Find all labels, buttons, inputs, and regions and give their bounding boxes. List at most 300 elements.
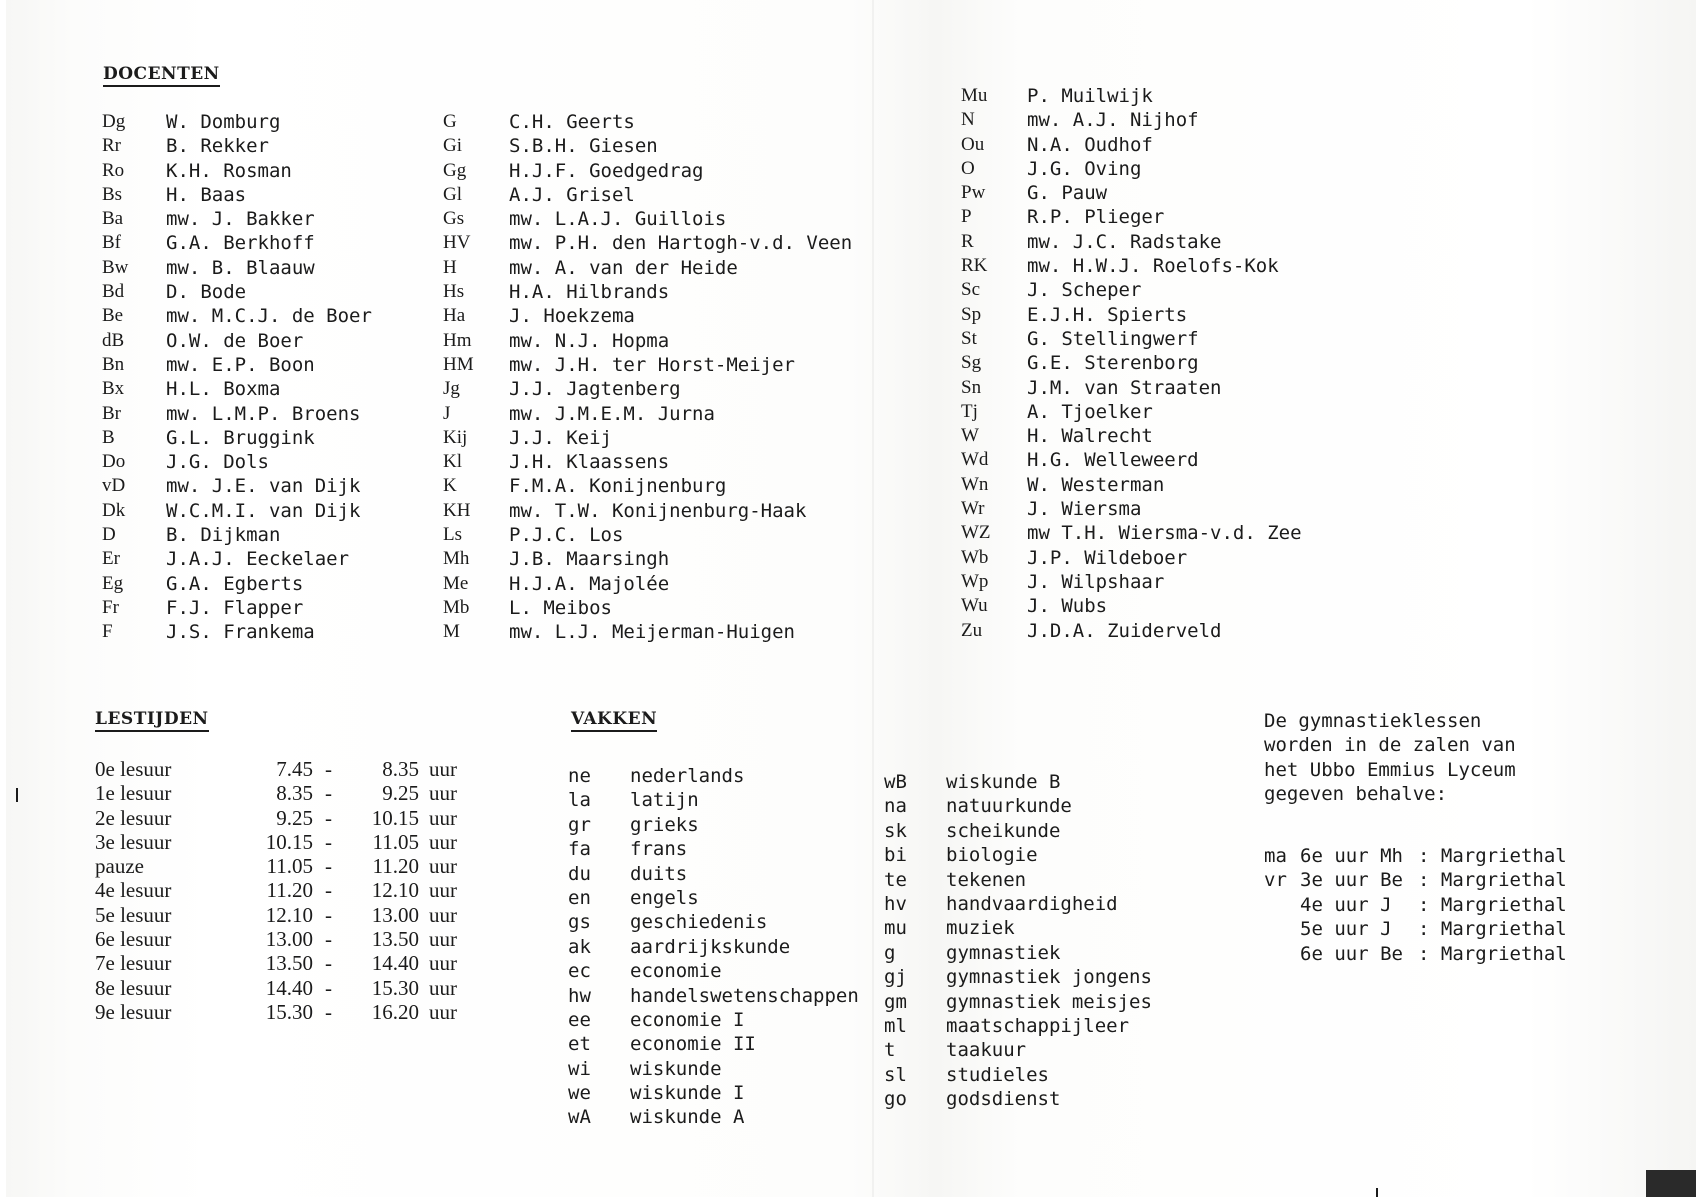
teacher-name: B. Dijkman	[166, 524, 281, 547]
teacher-row	[961, 594, 1381, 618]
subject-name: latijn	[630, 789, 699, 812]
subject-name: tekenen	[946, 868, 1027, 891]
subject-name: economie I	[630, 1008, 745, 1031]
lesson-label: 6e lesuur	[95, 927, 172, 952]
teacher-name: J.D.A. Zuiderveld	[1027, 619, 1222, 642]
teacher-row	[102, 547, 432, 571]
teacher-code: Dk	[102, 499, 126, 521]
subject-name: duits	[630, 862, 688, 885]
lesson-label: 8e lesuur	[95, 975, 172, 1000]
gym-location: : Margriethal	[1418, 893, 1567, 916]
teacher-code: M	[443, 621, 460, 643]
gym-hour-teacher: 5e uur J	[1300, 918, 1392, 941]
teacher-code: Me	[443, 572, 469, 594]
lesson-time-row	[95, 830, 475, 854]
teacher-name: W. Domburg	[166, 111, 281, 133]
subject-code: te	[884, 868, 907, 891]
teacher-row	[443, 110, 883, 134]
scan-artifact	[1376, 1188, 1378, 1197]
subject-code: wi	[568, 1057, 591, 1080]
lesson-time-row	[95, 1000, 475, 1024]
subject-row	[884, 1087, 1204, 1111]
teacher-row	[102, 620, 432, 644]
teacher-row	[443, 329, 883, 353]
teacher-name: P.J.C. Los	[509, 524, 624, 547]
teacher-name: D. Bode	[166, 281, 247, 304]
lesson-end: 8.35	[382, 757, 419, 781]
subject-row	[884, 794, 1204, 818]
lesson-start: 10.15	[265, 829, 313, 854]
subject-code: mu	[884, 917, 907, 940]
teacher-code: Wr	[961, 498, 985, 520]
subject-code: go	[884, 1088, 907, 1111]
subject-code: ak	[568, 935, 591, 958]
lesson-dash: -	[325, 951, 332, 976]
teacher-code: Wb	[961, 546, 989, 568]
lesson-unit: uur	[429, 975, 457, 1000]
teacher-code: O	[961, 157, 975, 179]
teacher-code: Bx	[102, 378, 125, 400]
teacher-row	[961, 157, 1381, 181]
teacher-code: Sp	[961, 303, 982, 325]
teacher-name: J.B. Maarsingh	[509, 548, 670, 571]
subject-row	[568, 813, 888, 837]
teacher-code: HV	[443, 232, 471, 254]
teacher-row	[102, 207, 432, 231]
teacher-name: J. Wilpshaar	[1027, 570, 1165, 593]
subject-code: gs	[568, 911, 591, 934]
teacher-code: Zu	[961, 619, 983, 641]
subject-name: nederlands	[630, 765, 745, 787]
gym-location: : Margriethal	[1418, 869, 1567, 892]
lesson-unit: uur	[429, 927, 457, 952]
subject-row	[884, 770, 1204, 794]
teacher-name: mw. T.W. Konijnenburg-Haak	[509, 499, 807, 522]
teacher-row	[961, 521, 1381, 545]
lesson-unit: uur	[429, 878, 457, 903]
gymnastiek-exception-row	[1264, 868, 1604, 892]
subject-code: gm	[884, 990, 907, 1013]
teacher-code: Bs	[102, 183, 123, 205]
docenten-column-2	[443, 110, 883, 645]
lesson-start: 11.20	[266, 878, 313, 903]
teacher-code: Wd	[961, 449, 989, 471]
lesson-unit: uur	[429, 829, 457, 854]
teacher-row	[102, 426, 432, 450]
teacher-code: Mu	[961, 85, 988, 106]
teacher-name: B. Rekker	[166, 135, 269, 158]
subject-name: economie II	[630, 1033, 756, 1056]
subject-row	[568, 1081, 888, 1105]
subject-row	[568, 1032, 888, 1056]
teacher-row	[102, 159, 432, 183]
teacher-code: G	[443, 111, 457, 132]
teacher-row	[102, 450, 432, 474]
teacher-row	[961, 424, 1381, 448]
subject-code: sl	[884, 1063, 907, 1086]
teacher-name: mw. J.C. Radstake	[1027, 230, 1222, 253]
teacher-row	[961, 570, 1381, 594]
teacher-row	[443, 304, 883, 328]
teacher-name: H.J.A. Majolée	[509, 572, 670, 595]
subject-row	[884, 843, 1204, 867]
teacher-row	[961, 376, 1381, 400]
teacher-name: G.A. Egberts	[166, 572, 304, 595]
teacher-row	[102, 280, 432, 304]
teacher-row	[102, 402, 432, 426]
lesson-time-row	[95, 757, 475, 781]
teacher-row	[443, 402, 883, 426]
teacher-row	[961, 303, 1381, 327]
gymnastiek-note-line: het Ubbo Emmius Lyceum	[1264, 758, 1516, 781]
lesson-start: 7.45	[276, 757, 313, 781]
lesson-time-row	[95, 951, 475, 975]
teacher-name: J. Hoekzema	[509, 305, 635, 328]
subject-code: gj	[884, 966, 907, 989]
lesson-end: 14.40	[371, 951, 419, 976]
subject-code: ne	[568, 765, 591, 787]
teacher-row	[961, 497, 1381, 521]
teacher-row	[443, 134, 883, 158]
lesson-unit: uur	[429, 757, 457, 781]
subject-row	[568, 1008, 888, 1032]
teacher-row	[102, 231, 432, 255]
lesson-label: 7e lesuur	[95, 951, 172, 976]
gym-location: : Margriethal	[1418, 942, 1567, 965]
teacher-row	[443, 159, 883, 183]
teacher-row	[443, 256, 883, 280]
subject-code: et	[568, 1033, 591, 1056]
lesson-end: 12.10	[371, 878, 419, 903]
lesson-end: 15.30	[371, 975, 419, 1000]
subject-name: gymnastiek jongens	[946, 966, 1152, 989]
vakken-column-2	[884, 770, 1204, 1111]
lesson-label: 0e lesuur	[95, 757, 172, 781]
teacher-code: Bd	[102, 281, 125, 303]
teacher-code: Sc	[961, 279, 980, 301]
lestijden-table	[95, 757, 475, 1024]
subject-name: wiskunde A	[630, 1106, 745, 1129]
teacher-row	[102, 596, 432, 620]
teacher-name: mw. B. Blaauw	[166, 256, 315, 279]
teacher-name: J.J. Jagtenberg	[509, 378, 681, 401]
subject-name: geschiedenis	[630, 911, 768, 934]
lesson-dash: -	[325, 781, 332, 806]
docenten-column-3	[961, 84, 1381, 643]
teacher-row	[961, 230, 1381, 254]
lesson-dash: -	[325, 999, 332, 1024]
subject-name: grieks	[630, 813, 699, 836]
teacher-row	[443, 426, 883, 450]
teacher-name: mw. L.A.J. Guillois	[509, 208, 727, 231]
teacher-row	[961, 448, 1381, 472]
lesson-dash: -	[325, 757, 332, 781]
teacher-name: N.A. Oudhof	[1027, 133, 1153, 156]
lesson-time-row	[95, 976, 475, 1000]
teacher-code: HM	[443, 353, 474, 375]
subject-row	[884, 1038, 1204, 1062]
lesson-dash: -	[325, 975, 332, 1000]
subject-code: fa	[568, 838, 591, 861]
subject-name: handvaardigheid	[946, 892, 1118, 915]
teacher-code: Sn	[961, 376, 982, 398]
teacher-name: mw. P.H. den Hartogh-v.d. Veen	[509, 232, 853, 255]
teacher-code: WZ	[961, 522, 991, 544]
teacher-name: mw. J.E. van Dijk	[166, 475, 361, 498]
scan-edge-shadow	[1646, 1170, 1696, 1197]
gymnastiek-exception-row	[1264, 942, 1604, 966]
teacher-name: mw. J.M.E.M. Jurna	[509, 402, 715, 425]
gym-hour-teacher: 6e uur Mh	[1300, 845, 1403, 867]
lesson-dash: -	[325, 878, 332, 903]
lesson-start: 13.00	[265, 927, 313, 952]
lesson-dash: -	[325, 927, 332, 952]
teacher-row	[443, 596, 883, 620]
lesson-label: 9e lesuur	[95, 999, 172, 1024]
subject-code: wB	[884, 771, 907, 793]
docenten-column-1	[102, 110, 432, 645]
teacher-row	[102, 329, 432, 353]
subject-row	[884, 1014, 1204, 1038]
gymnastiek-exception-row	[1264, 893, 1604, 917]
lesson-label: 4e lesuur	[95, 878, 172, 903]
teacher-code: Ls	[443, 524, 462, 546]
subject-code: hw	[568, 984, 591, 1007]
teacher-name: mw. L.M.P. Broens	[166, 402, 361, 425]
lesson-dash: -	[325, 854, 332, 879]
gymnastiek-exception-row	[1264, 844, 1604, 868]
teacher-name: J.G. Dols	[166, 451, 269, 474]
teacher-code: F	[102, 621, 113, 643]
lesson-start: 15.30	[265, 999, 313, 1024]
gym-hour-teacher: 3e uur Be	[1300, 869, 1403, 892]
subject-name: frans	[630, 838, 688, 861]
subject-name: taakuur	[946, 1039, 1027, 1062]
lesson-start: 14.40	[265, 975, 313, 1000]
gymnastiek-note-line: De gymnastieklessen	[1264, 710, 1482, 732]
lesson-unit: uur	[429, 951, 457, 976]
gym-location: : Margriethal	[1418, 845, 1567, 867]
teacher-row	[961, 400, 1381, 424]
teacher-name: R.P. Plieger	[1027, 206, 1165, 229]
subject-name: maatschappijleer	[946, 1014, 1130, 1037]
teacher-name: mw. L.J. Meijerman-Huigen	[509, 621, 795, 644]
subject-row	[884, 990, 1204, 1014]
teacher-name: G.E. Sterenborg	[1027, 352, 1199, 375]
teacher-name: O.W. de Boer	[166, 329, 304, 352]
teacher-code: P	[961, 206, 972, 228]
teacher-row	[102, 377, 432, 401]
teacher-row	[102, 134, 432, 158]
subject-row	[568, 984, 888, 1008]
teacher-name: J. Wiersma	[1027, 498, 1142, 521]
teacher-code: K	[443, 475, 457, 497]
subject-code: wA	[568, 1106, 591, 1129]
teacher-code: RK	[961, 255, 988, 277]
teacher-row	[102, 474, 432, 498]
lesson-unit: uur	[429, 781, 457, 806]
teacher-code: Kl	[443, 451, 462, 473]
teacher-code: Hm	[443, 329, 472, 351]
teacher-row	[961, 619, 1381, 643]
teacher-row	[443, 523, 883, 547]
teacher-code: dB	[102, 329, 125, 351]
lesson-end: 16.20	[371, 999, 419, 1024]
lesson-unit: uur	[429, 902, 457, 927]
subject-row	[568, 1105, 888, 1129]
subject-name: godsdienst	[946, 1088, 1061, 1111]
lesson-end: 11.05	[372, 829, 419, 854]
teacher-row	[961, 278, 1381, 302]
teacher-name: J.J. Keij	[509, 426, 612, 449]
teacher-name: W.C.M.I. van Dijk	[166, 499, 361, 522]
teacher-row	[102, 523, 432, 547]
teacher-code: Ba	[102, 208, 124, 230]
gym-hour-teacher: 4e uur J	[1300, 893, 1392, 916]
subject-code: g	[884, 941, 896, 964]
teacher-code: Kij	[443, 426, 468, 448]
teacher-name: J. Wubs	[1027, 595, 1108, 618]
subject-name: natuurkunde	[946, 795, 1072, 818]
subject-row	[568, 837, 888, 861]
teacher-code: Sg	[961, 352, 982, 374]
teacher-name: J.A.J. Eeckelaer	[166, 548, 350, 571]
teacher-code: Gg	[443, 159, 467, 181]
lesson-start: 8.35	[276, 781, 313, 806]
teacher-code: Ou	[961, 133, 985, 155]
teacher-code: Dg	[102, 111, 126, 132]
teacher-name: J.M. van Straaten	[1027, 376, 1222, 399]
teacher-row	[961, 546, 1381, 570]
teacher-name: mw. N.J. Hopma	[509, 329, 670, 352]
lesson-start: 9.25	[276, 805, 313, 830]
teacher-code: Br	[102, 402, 121, 424]
vakken-heading: VAKKEN	[571, 709, 657, 732]
teacher-name: H.G. Welleweerd	[1027, 449, 1199, 472]
teacher-code: Gl	[443, 183, 462, 205]
teacher-row	[102, 256, 432, 280]
lesson-label: 5e lesuur	[95, 902, 172, 927]
teacher-code: St	[961, 327, 977, 349]
teacher-name: H.J.F. Goedgedrag	[509, 159, 704, 182]
teacher-code: Er	[102, 548, 120, 570]
subject-row	[568, 1057, 888, 1081]
teacher-name: mw. A.J. Nijhof	[1027, 109, 1199, 132]
teacher-name: G. Stellingwerf	[1027, 327, 1199, 350]
teacher-row	[961, 205, 1381, 229]
teacher-code: Wn	[961, 473, 989, 495]
subject-row	[884, 892, 1204, 916]
gym-hour-teacher: 6e uur Be	[1300, 942, 1403, 965]
lestijden-heading: LESTIJDEN	[95, 709, 209, 732]
lesson-time-row	[95, 781, 475, 805]
subject-code: ec	[568, 960, 591, 983]
teacher-row	[443, 499, 883, 523]
teacher-row	[443, 353, 883, 377]
teacher-name: mw T.H. Wiersma-v.d. Zee	[1027, 522, 1302, 545]
subject-code: we	[568, 1082, 591, 1105]
lesson-unit: uur	[429, 854, 457, 879]
teacher-row	[102, 572, 432, 596]
teacher-code: Rr	[102, 135, 121, 157]
teacher-code: Bf	[102, 232, 121, 254]
teacher-row	[961, 108, 1381, 132]
teacher-code: Gi	[443, 135, 462, 157]
teacher-code: N	[961, 109, 975, 131]
lesson-end: 11.20	[372, 854, 419, 879]
teacher-name: H. Baas	[166, 183, 247, 206]
gymnastiek-exceptions	[1264, 844, 1604, 966]
subject-name: aardrijkskunde	[630, 935, 791, 958]
teacher-code: Eg	[102, 572, 124, 594]
subject-code: sk	[884, 819, 907, 842]
subject-row	[568, 935, 888, 959]
subject-code: gr	[568, 813, 591, 836]
teacher-name: mw. E.P. Boon	[166, 353, 315, 376]
teacher-code: Fr	[102, 596, 119, 618]
teacher-code: Bw	[102, 256, 129, 278]
teacher-name: mw. J. Bakker	[166, 208, 315, 231]
lesson-start: 12.10	[265, 902, 313, 927]
teacher-row	[961, 473, 1381, 497]
subject-row	[568, 788, 888, 812]
teacher-name: A. Tjoelker	[1027, 400, 1153, 423]
subject-row	[884, 819, 1204, 843]
teacher-row	[443, 207, 883, 231]
teacher-code: Mh	[443, 548, 470, 570]
lesson-dash: -	[325, 805, 332, 830]
subject-name: handelswetenschappen	[630, 984, 859, 1007]
teacher-code: H	[443, 256, 457, 278]
teacher-row	[102, 499, 432, 523]
subject-row	[568, 886, 888, 910]
document-sheet	[6, 0, 1696, 1197]
teacher-row	[443, 280, 883, 304]
teacher-code: Do	[102, 451, 126, 473]
lesson-time-row	[95, 806, 475, 830]
lesson-dash: -	[325, 902, 332, 927]
subject-code: la	[568, 789, 591, 812]
teacher-row	[961, 327, 1381, 351]
teacher-name: H.L. Boxma	[166, 378, 281, 401]
lesson-unit: uur	[429, 999, 457, 1024]
teacher-name: mw. M.C.J. de Boer	[166, 305, 372, 328]
teacher-name: K.H. Rosman	[166, 159, 292, 182]
teacher-code: R	[961, 230, 974, 252]
subject-row	[568, 910, 888, 934]
subject-code: ee	[568, 1008, 591, 1031]
lesson-label: pauze	[95, 854, 144, 879]
lesson-end: 13.50	[371, 927, 419, 952]
teacher-name: J.S. Frankema	[166, 621, 315, 644]
subject-row	[884, 965, 1204, 989]
lesson-time-row	[95, 878, 475, 902]
lesson-time-row	[95, 927, 475, 951]
subject-row	[884, 941, 1204, 965]
subject-name: biologie	[946, 844, 1038, 867]
teacher-row	[443, 572, 883, 596]
teacher-code: Be	[102, 305, 124, 327]
teacher-name: J.P. Wildeboer	[1027, 546, 1188, 569]
teacher-code: J	[443, 402, 451, 424]
subject-code: ml	[884, 1014, 907, 1037]
teacher-row	[961, 351, 1381, 375]
teacher-name: P. Muilwijk	[1027, 85, 1153, 107]
subject-code: bi	[884, 844, 907, 867]
teacher-code: D	[102, 524, 116, 546]
teacher-code: vD	[102, 475, 126, 497]
subject-code: t	[884, 1039, 896, 1062]
